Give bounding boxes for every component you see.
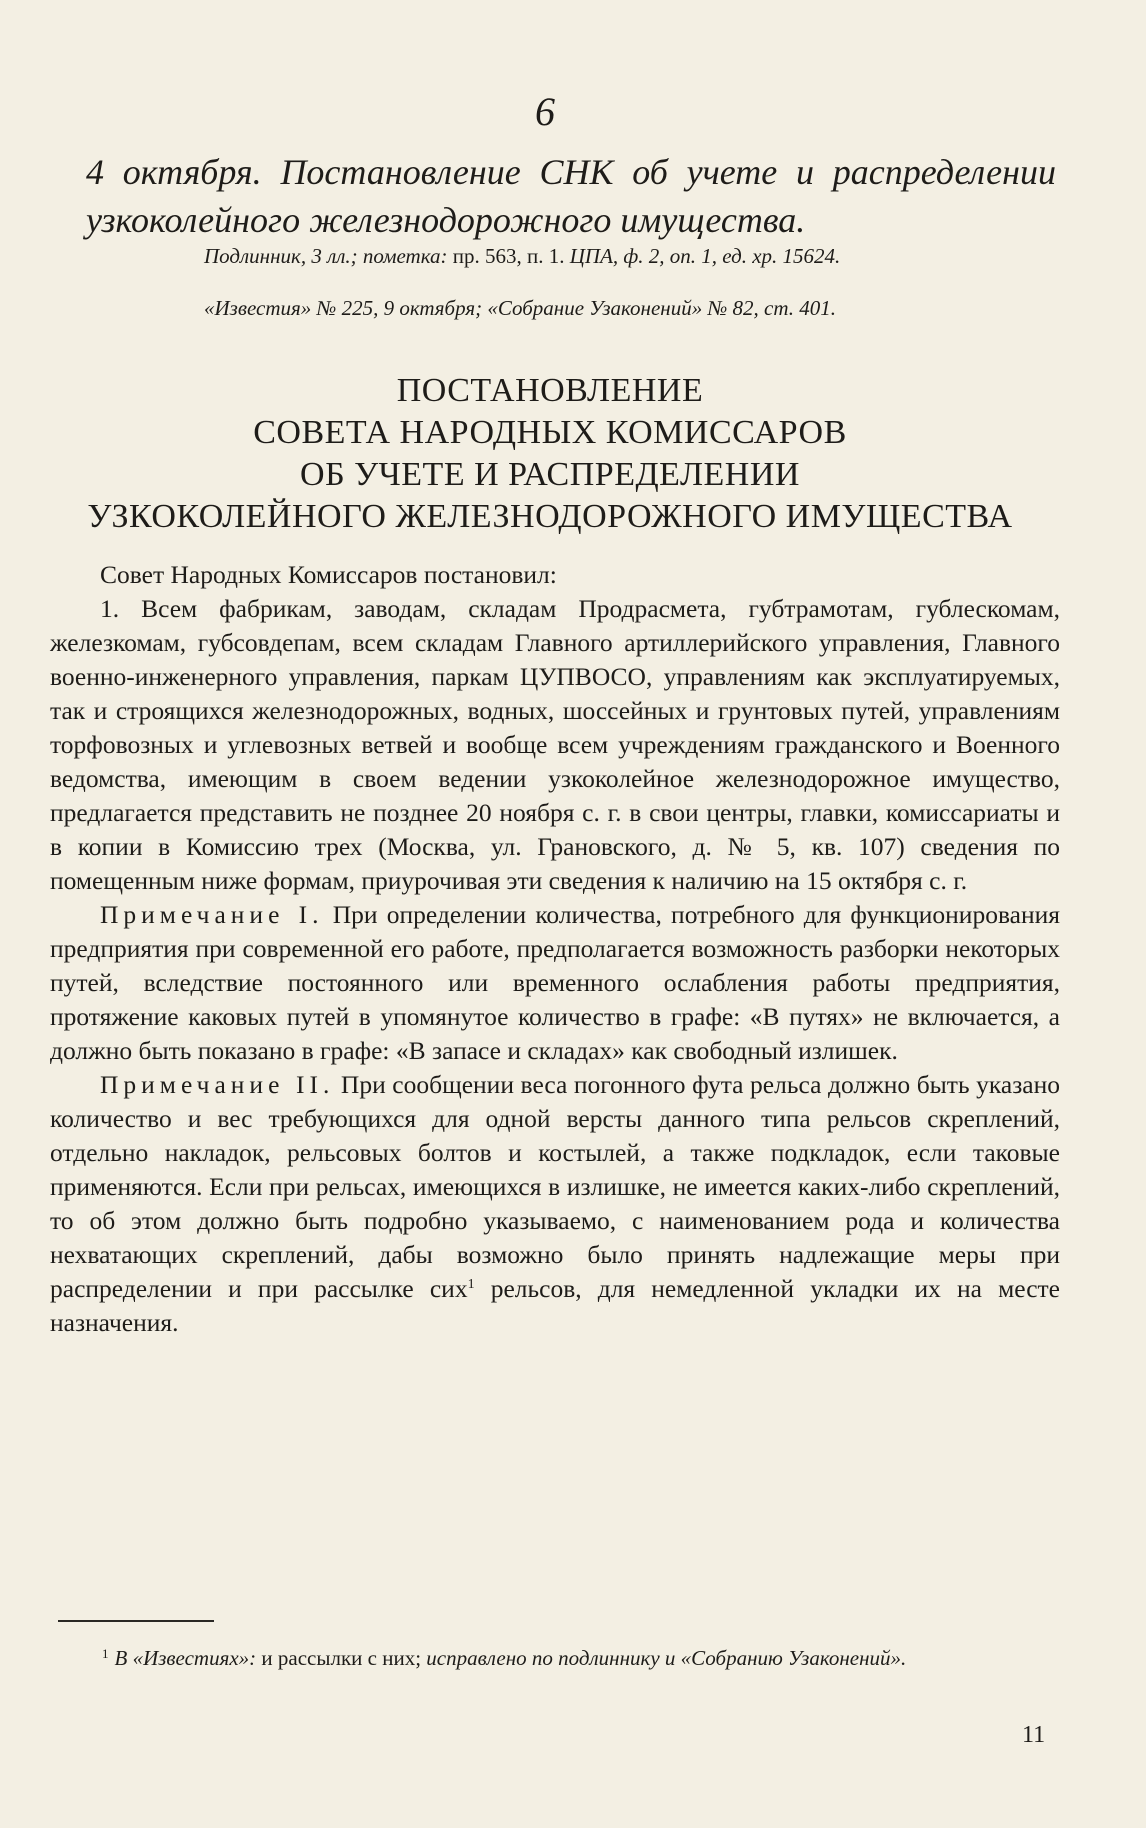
footnote — [58, 1644, 1058, 1673]
document-heading: 4 октября. Постановление СНК об учете и распределении узкоколейного железнодорожного имущества. — [86, 152, 1056, 240]
footnote-mark: 1 — [102, 1646, 109, 1661]
page-number: 11 — [1022, 1722, 1046, 1748]
footnote-italic-a: В «Известиях»: — [114, 1646, 257, 1670]
source-archive: ЦПА, ф. 2, оп. 1, ед. хр. 15624. — [569, 244, 841, 268]
note-2-paragraph — [50, 1068, 1060, 1340]
title-line: ОБ УЧЕТЕ И РАСПРЕДЕЛЕНИИ — [300, 456, 800, 493]
source-label: Подлинник, 3 лл.; пометка: — [204, 244, 448, 268]
note-2-text: При сообщении веса погонного фута рельса должно быть указано количество и вес требующихся для одной версты данного типа рельсов скреплений, отдельно накладок, рельсовых болтов и костылей, а также подкладок, если таковые применяются. Если при рельсах, имеющихся в излишке, не имеется каких-либо скреплений, то об этом должно быть подробно указываемо, с наименованием рода и количества нехватающих скреплений, дабы возможно было принять надлежащие меры при распределении и при рассылке сих — [50, 1070, 1061, 1303]
note-1-label: Примечание I. — [100, 900, 324, 929]
source-reference-publication — [204, 294, 1056, 323]
footnote-italic-b: исправлено по подлиннику и «Собранию Узаконений». — [426, 1646, 907, 1670]
title-line: СОВЕТА НАРОДНЫХ КОМИССАРОВ — [253, 414, 847, 451]
note-1-text: При определении количества, потребного для функционирования предприятия при современной его работе, предполагается возможность разборки некоторых путей, вследствие постоянного или временного ослабления работы предприятия, протяжение каковых путей в упомянутое количество в графе: «В путях» не включается, а должно быть показано в графе: «В запасе и складах» как свободный излишек. — [50, 900, 1060, 1065]
source-mark: пр. 563, п. 1. — [452, 244, 565, 268]
title-line: ПОСТАНОВЛЕНИЕ — [396, 372, 704, 409]
source-publication: «Известия» № 225, 9 октября; «Собрание Узаконений» № 82, ст. 401. — [204, 296, 837, 320]
note-1-paragraph — [50, 898, 1060, 1068]
footnote-text: и рассылки с них; — [261, 1646, 422, 1670]
decree-body — [50, 558, 1060, 1340]
source-reference-archive — [204, 242, 1056, 271]
document-number: 6 — [535, 89, 555, 134]
note-2-text-end: рельсов, для немедленной укладки их на месте назначения. — [50, 1274, 1060, 1337]
decree-title — [40, 370, 1060, 538]
item-1-paragraph: 1. Всем фабрикам, заводам, складам Продрасмета, губтрамотам, гублескомам, железкомам, губсовдепам, всем складам Главного артиллерийского управления, Главного военно-инженерного управления, паркам ЦУПВОСО, управлениям как эксплуатируемых, так и строящихся железнодорожных, водных, шоссейных и грунтовых путей, управлениям торфовозных и углевозных ветвей и вообще всем учреждениям гражданского и Военного ведомства, имеющим в своем ведении узкоколейное железнодорожное имущество, предлагается представить не позднее 20 ноября с. г. в свои центры, главки, комиссариаты и в копии в Комиссию трех (Москва, ул. Грановского, д. № 5, кв. 107) сведения по помещенным ниже формам, приурочивая эти сведения к наличию на 15 октября с. г. — [50, 594, 1060, 895]
footnote-divider — [58, 1620, 214, 1622]
intro-paragraph: Совет Народных Комиссаров постановил: — [100, 560, 557, 589]
footnote-reference: 1 — [467, 1277, 475, 1292]
title-line: УЗКОКОЛЕЙНОГО ЖЕЛЕЗНОДОРОЖНОГО ИМУЩЕСТВА — [87, 498, 1013, 535]
note-2-label: Примечание II. — [100, 1070, 335, 1099]
